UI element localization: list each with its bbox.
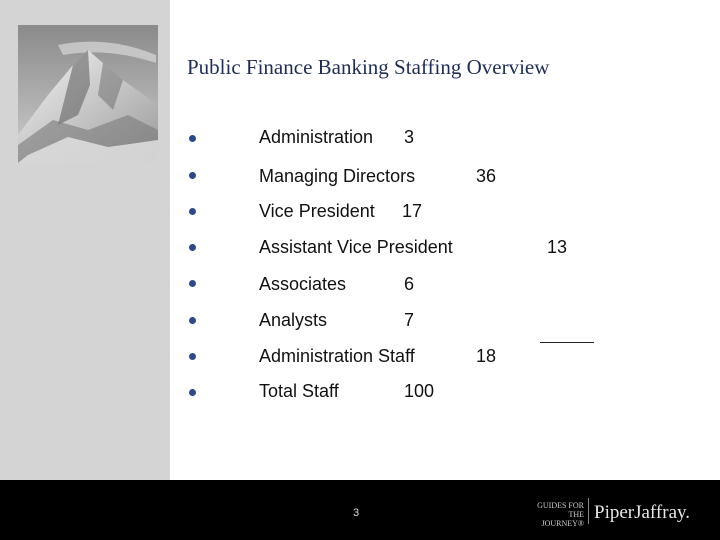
item-label-managing-directors: Managing Directors (259, 166, 416, 186)
item-value-administration-staff: 18 (476, 346, 497, 366)
item-value-administration: 3 (404, 127, 415, 147)
item-label-administration: Administration (259, 127, 374, 147)
item-value-assistant-vice-president: 13 (547, 237, 568, 257)
bullet-icon (189, 135, 196, 142)
item-label-assistant-vice-president: Assistant Vice President (259, 237, 453, 257)
brand-logo: PiperJaffray. (594, 502, 691, 523)
item-label-total-staff: Total Staff (259, 381, 339, 401)
page-title: Public Finance Banking Staffing Overview (187, 55, 550, 79)
item-value-analysts: 7 (404, 310, 415, 330)
item-label-administration-staff: Administration Staff (259, 346, 415, 366)
mountain-photo (18, 25, 158, 163)
tagline-logo (528, 501, 584, 528)
bullet-icon (189, 389, 196, 396)
page-number: 3 (353, 507, 360, 519)
bullet-icon (189, 208, 196, 215)
bullet-icon (189, 280, 196, 287)
item-value-total-staff: 100 (404, 381, 435, 401)
bullet-icon (189, 172, 196, 179)
logo-separator (588, 498, 589, 524)
item-value-vice-president: 17 (402, 201, 423, 221)
bullet-icon (189, 244, 196, 251)
item-label-analysts: Analysts (259, 310, 328, 330)
item-value-managing-directors: 36 (476, 166, 497, 186)
bullet-icon (189, 353, 196, 360)
item-label-associates: Associates (259, 274, 347, 294)
footer-bar (0, 480, 720, 540)
left-sidebar-panel (0, 0, 170, 480)
item-value-associates: 6 (404, 274, 415, 294)
tagline-line-1: GUIDES FOR (537, 501, 584, 510)
bullet-icon (189, 317, 196, 324)
tagline-line-2: THE JOURNEY® (541, 510, 584, 528)
item-label-vice-president: Vice President (259, 201, 375, 221)
sum-divider-line (540, 342, 594, 343)
